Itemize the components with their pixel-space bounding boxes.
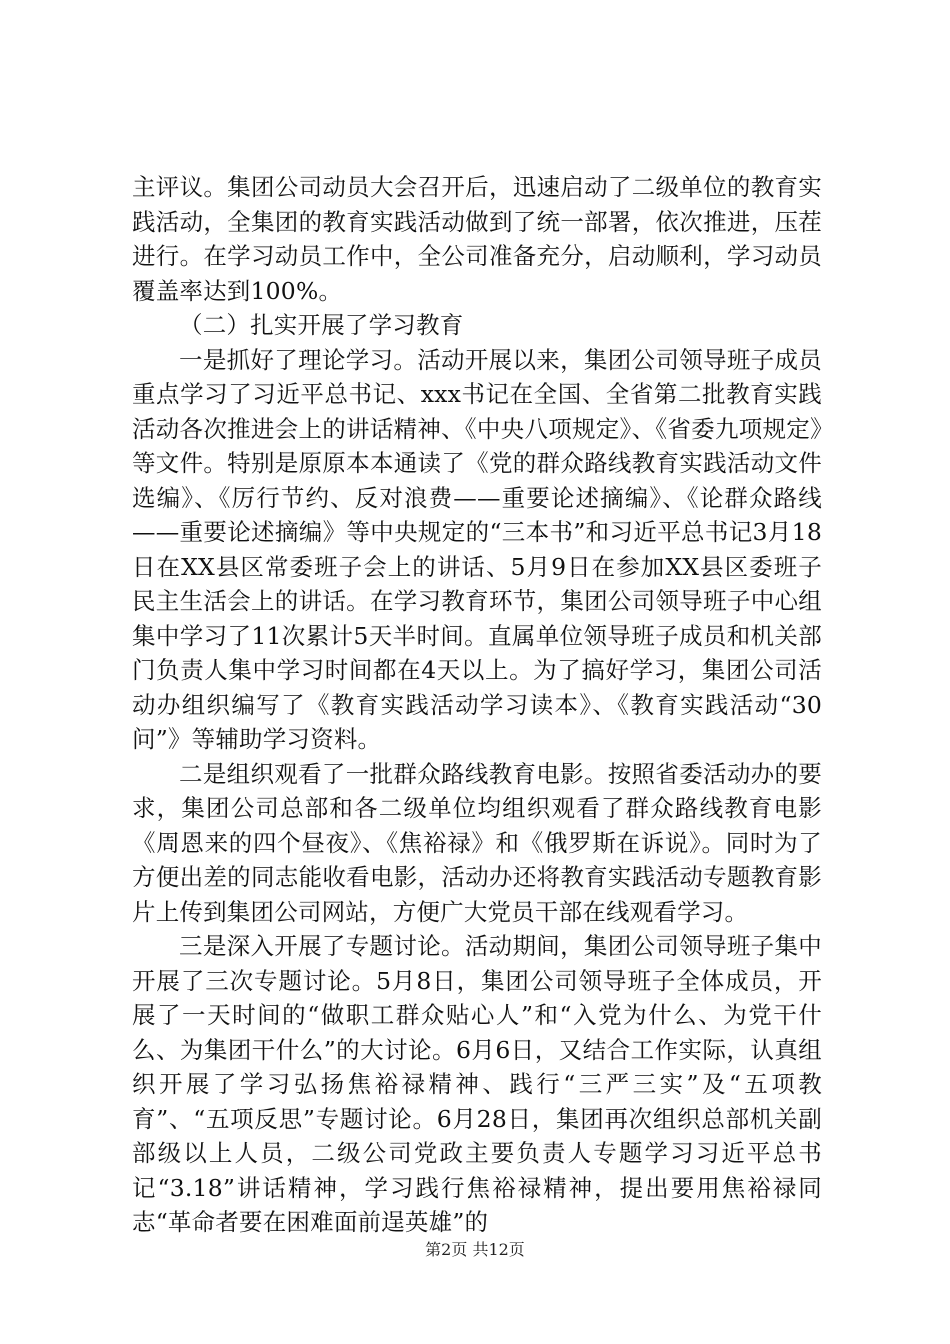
paragraph-continuation: 主评议。集团公司动员大会召开后，迅速启动了二级单位的教育实践活动，全集团的教育实践活动做到了统一部署，依次推进，压茬进行。在学习动员工作中，全公司准备充分，启动顺利，学习动员覆盖率达到100%。 [132,173,822,305]
document-body [132,170,822,1240]
paragraph-discussion: 三是深入开展了专题讨论。活动期间，集团公司领导班子集中开展了三次专题讨论。5月8日，集团公司领导班子全体成员，开展了一天时间的“做职工群众贴心人”和“入党为什么、为党干什么、为集团干什么”的大讨论。6月6日，又结合工作实际，认真组织开展了学习弘扬焦裕禄精神、践行“三严三实”及“五项教育”、“五项反思”专题讨论。6月28日，集团再次组织总部机关副部级以上人员，二级公司党政主要负责人专题学习习近平总书记“3.18”讲话精神，学习践行焦裕禄精神，提出要用焦裕禄同志“革命者要在困难面前逞英雄”的 [132,932,822,1236]
paragraph-theory-study: 一是抓好了理论学习。活动开展以来，集团公司领导班子成员重点学习了习近平总书记、xxx书记在全国、全省第二批教育实践活动各次推进会上的讲话精神、《中央八项规定》、《省委九项规定》等文件。特别是原原本本通读了《党的群众路线教育实践活动文件选编》、《厉行节约、反对浪费——重要论述摘编》、《论群众路线——重要论述摘编》等中央规定的“三本书”和习近平总书记3月18日在XX县区常委班子会上的讲话、5月9日在参加XX县区委班子民主生活会上的讲话。在学习教育环节，集团公司领导班子中心组集中学习了11次累计5天半时间。直属单位领导班子成员和机关部门负责人集中学习时间都在4天以上。为了搞好学习，集团公司活动办组织编写了《教育实践活动学习读本》、《教育实践活动“30问”》等辅助学习资料。 [132,345,822,753]
paragraph-films: 二是组织观看了一批群众路线教育电影。按照省委活动办的要求，集团公司总部和各二级单位均组织观看了群众路线教育电影《周恩来的四个昼夜》、《焦裕禄》和《俄罗斯在诉说》。同时为了方便出差的同志能收看电影，活动办还将教育实践活动专题教育影片上传到集团公司网站，方便广大党员干部在线观看学习。 [132,759,822,926]
section-heading: （二）扎实开展了学习教育 [179,311,464,339]
page-footer: 第2页 共12页 [425,1240,525,1259]
